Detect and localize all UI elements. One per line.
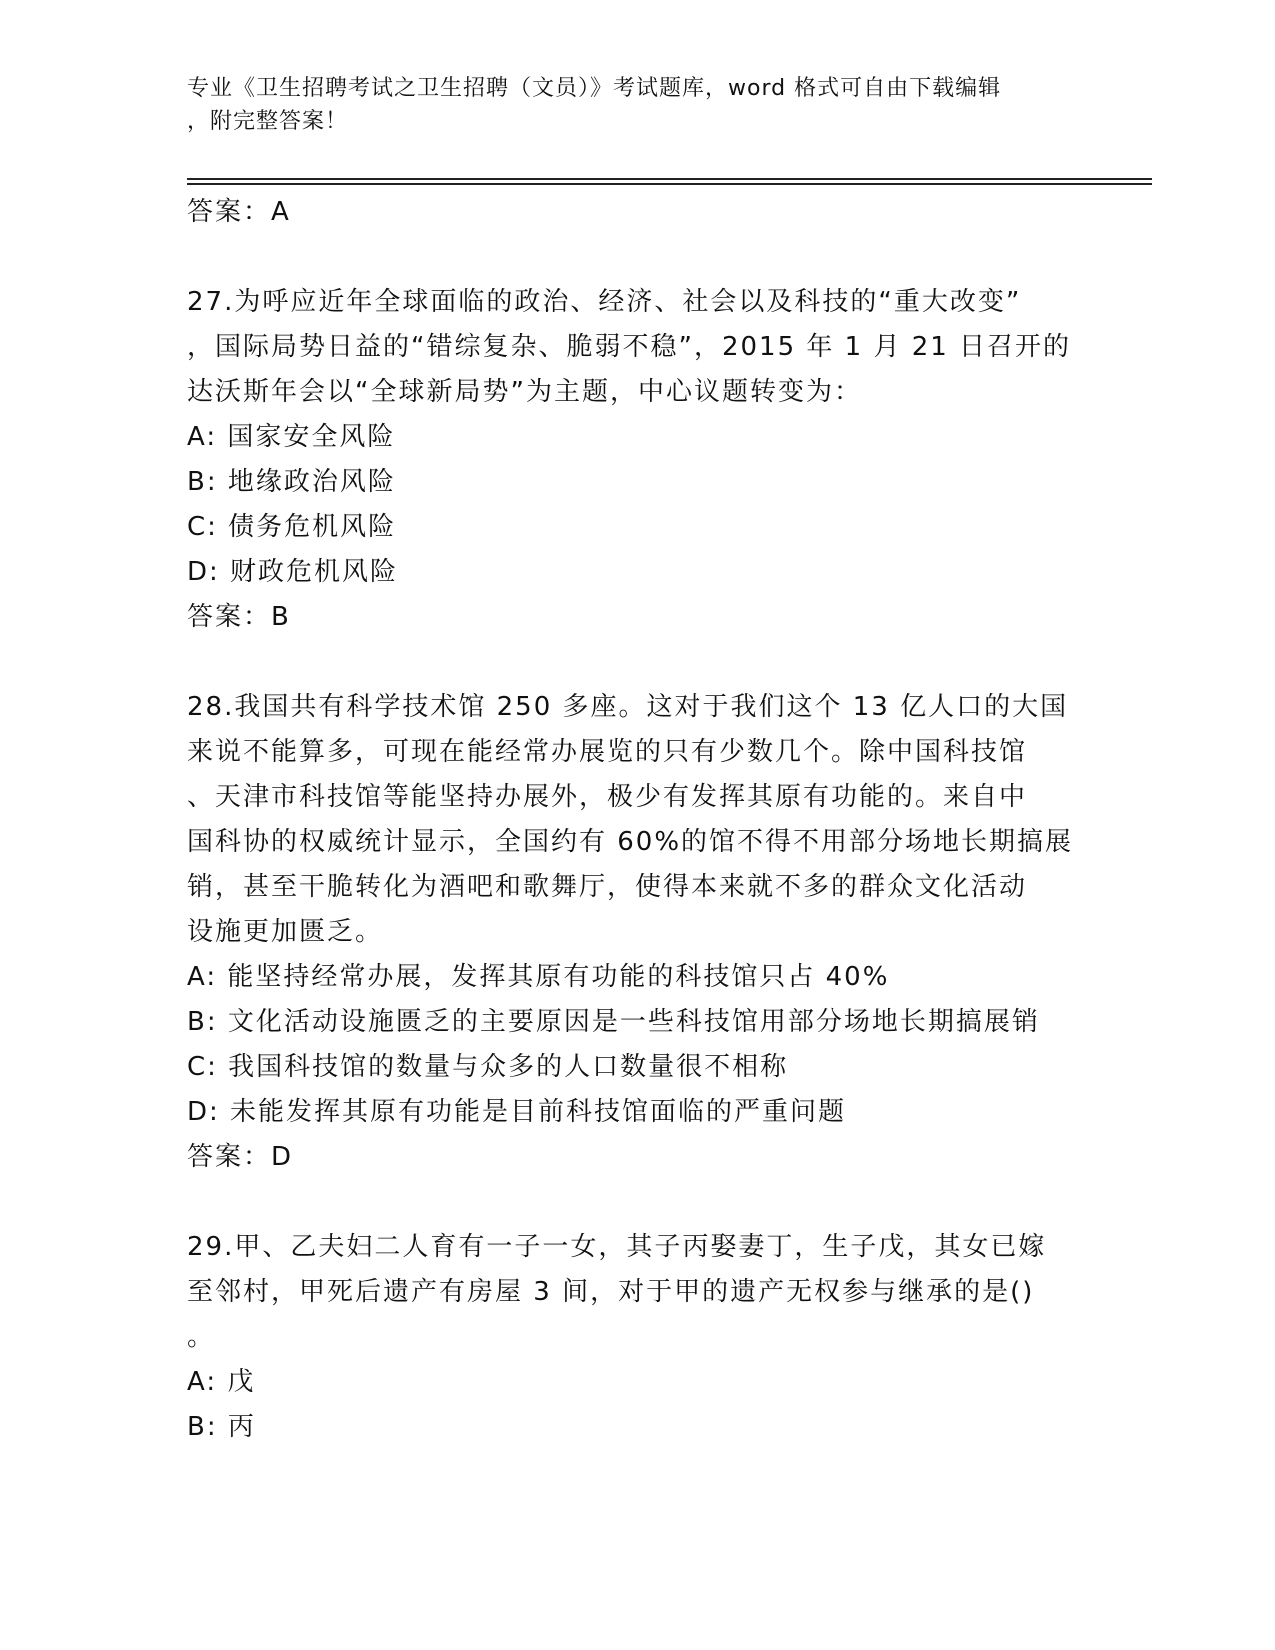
spacer bbox=[187, 640, 1117, 685]
question-28 bbox=[187, 685, 1117, 1180]
header-line-1: 专业《卫生招聘考试之卫生招聘（文员）》考试题库，word 格式可自由下载编辑 bbox=[187, 76, 1002, 101]
question-28-stem-line: 28.我国共有科学技术馆 250 多座。这对于我们这个 13 亿人口的大国 bbox=[187, 692, 1069, 722]
header-line-2: ，附完整答案！ bbox=[187, 109, 349, 134]
question-28-option-b: B: 文化活动设施匮乏的主要原因是一些科技馆用部分场地长期搞展销 bbox=[187, 1007, 1040, 1037]
question-28-stem-line: 来说不能算多，可现在能经常办展览的只有少数几个。除中国科技馆 bbox=[187, 737, 1028, 767]
question-28-stem-line: 销，甚至干脆转化为酒吧和歌舞厅，使得本来就不多的群众文化活动 bbox=[187, 872, 1028, 902]
question-27-stem-line: ，国际局势日益的“错综复杂、脆弱不稳”，2015 年 1 月 21 日召开的 bbox=[187, 332, 1072, 362]
spacer bbox=[187, 1180, 1117, 1225]
question-29-option-b: B: 丙 bbox=[187, 1412, 256, 1442]
question-list bbox=[187, 188, 1117, 1450]
question-27-stem-line: 27.为呼应近年全球面临的政治、经济、社会以及科技的“重大改变” bbox=[187, 287, 1022, 317]
question-29-stem-line: 。 bbox=[187, 1322, 216, 1352]
document-header bbox=[187, 72, 1087, 138]
answer-text: 答案：D bbox=[187, 1142, 294, 1172]
question-27-stem-line: 达沃斯年会以“全球新局势”为主题，中心议题转变为： bbox=[187, 377, 862, 407]
question-28-stem-line: 、天津市科技馆等能坚持办展外，极少有发挥其原有功能的。来自中 bbox=[187, 782, 1028, 812]
question-29-stem-line: 29.甲、乙夫妇二人育有一子一女，其子丙娶妻丁，生子戊，其女已嫁 bbox=[187, 1232, 1047, 1262]
question-27-answer bbox=[187, 595, 1117, 640]
answer-text: 答案：A bbox=[187, 197, 291, 227]
question-28-option-a: A: 能坚持经常办展，发挥其原有功能的科技馆只占 40% bbox=[187, 962, 890, 992]
spacer bbox=[187, 235, 1117, 280]
answer-text: 答案：B bbox=[187, 602, 291, 632]
question-27-option-b: B: 地缘政治风险 bbox=[187, 467, 396, 497]
question-28-stem-line: 国科协的权威统计显示，全国约有 60%的馆不得不用部分场地长期搞展 bbox=[187, 827, 1074, 857]
question-28-answer bbox=[187, 1135, 1117, 1180]
header-rule-top bbox=[187, 178, 1152, 180]
question-29-option-a: A: 戊 bbox=[187, 1367, 256, 1397]
question-27-option-a: A: 国家安全风险 bbox=[187, 422, 396, 452]
question-28-option-c: C: 我国科技馆的数量与众多的人口数量很不相称 bbox=[187, 1052, 789, 1082]
question-27-option-c: C: 债务危机风险 bbox=[187, 512, 397, 542]
header-rule-bottom bbox=[187, 183, 1152, 185]
question-28-option-d: D: 未能发挥其原有功能是目前科技馆面临的严重问题 bbox=[187, 1097, 847, 1127]
question-27 bbox=[187, 280, 1117, 640]
answer-26 bbox=[187, 190, 1117, 235]
question-29-stem-line: 至邻村，甲死后遗产有房屋 3 间，对于甲的遗产无权参与继承的是() bbox=[187, 1277, 1035, 1307]
question-27-option-d: D: 财政危机风险 bbox=[187, 557, 399, 587]
question-29 bbox=[187, 1225, 1117, 1450]
question-28-stem-line: 设施更加匮乏。 bbox=[187, 917, 384, 947]
